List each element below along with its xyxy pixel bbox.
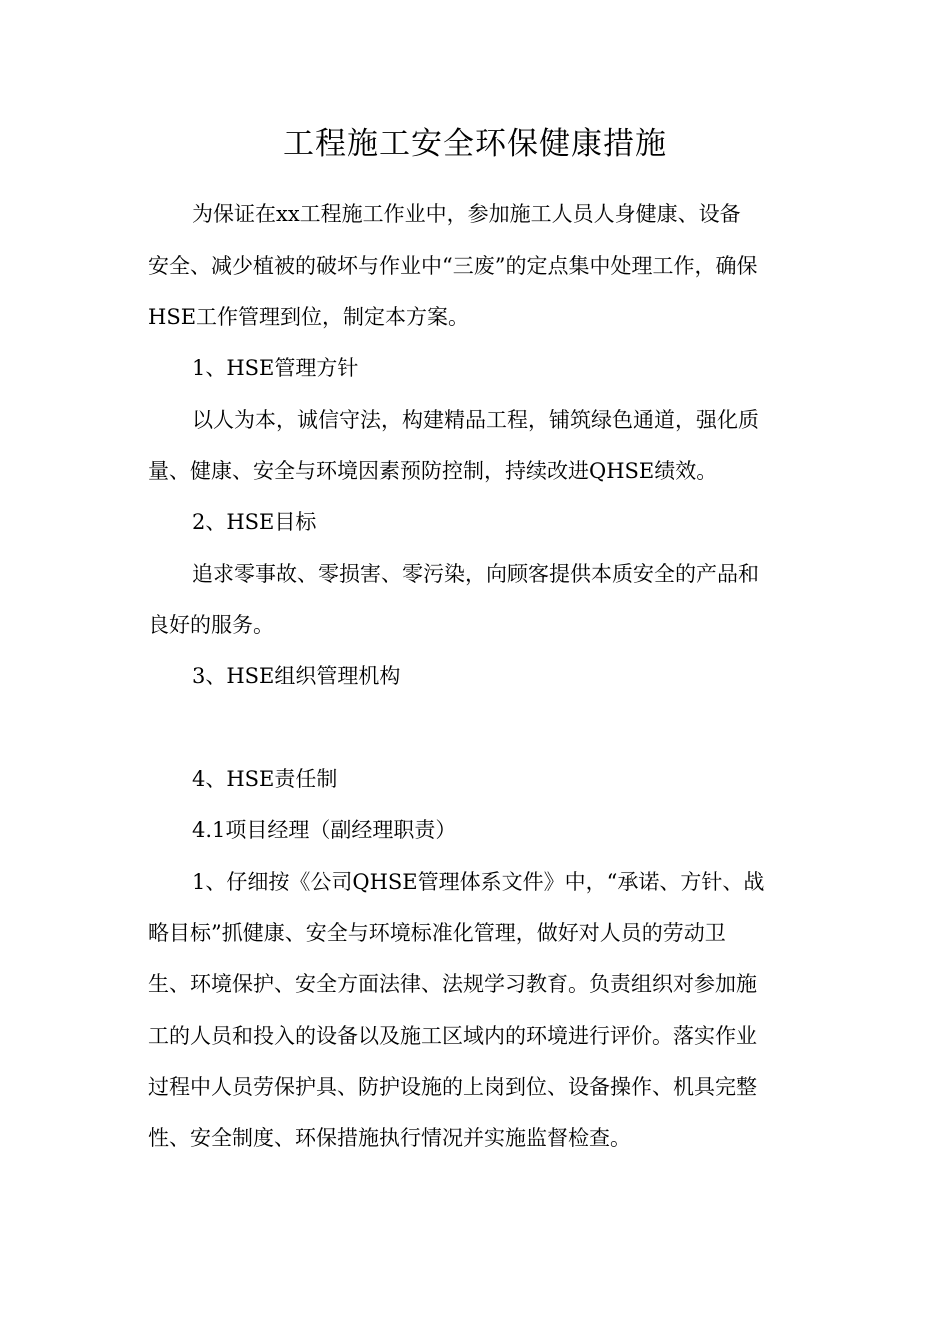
- section-heading-4: 4、HSE责任制: [192, 767, 338, 791]
- duty-line-4: 工的人员和投入的设备以及施工区域内的环境进行评价。落实作业: [148, 1024, 757, 1048]
- intro-line-2: 安全、减少植被的破坏与作业中“三废”的定点集中处理工作，确保: [148, 254, 758, 278]
- goal-line-2: 良好的服务。: [148, 613, 274, 637]
- duty-line-2: 略目标”抓健康、安全与环境标准化管理，做好对人员的劳动卫: [148, 921, 726, 945]
- document-title: 工程施工安全环保健康措施: [283, 126, 667, 162]
- goal-line-1: 追求零事故、零损害、零污染，向顾客提供本质安全的产品和: [192, 562, 759, 586]
- section-heading-2: 2、HSE目标: [192, 510, 317, 534]
- intro-line-1: 为保证在xx工程施工作业中，参加施工人员人身健康、设备: [192, 202, 741, 226]
- section-heading-1: 1、HSE管理方针: [192, 356, 359, 380]
- section-heading-3: 3、HSE组织管理机构: [192, 664, 401, 688]
- policy-line-2: 量、健康、安全与环境因素预防控制，持续改进QHSE绩效。: [148, 459, 718, 483]
- policy-line-1: 以人为本，诚信守法，构建精品工程，铺筑绿色通道，强化质: [192, 408, 759, 432]
- duty-line-1: 1、仔细按《公司QHSE管理体系文件》中，“承诺、方针、战: [192, 870, 765, 894]
- subsection-heading-4-1: 4.1项目经理（副经理职责）: [192, 818, 457, 842]
- duty-line-3: 生、环境保护、安全方面法律、法规学习教育。负责组织对参加施: [148, 972, 757, 996]
- duty-line-6: 性、安全制度、环保措施执行情况并实施监督检查。: [148, 1126, 631, 1150]
- duty-line-5: 过程中人员劳保护具、防护设施的上岗到位、设备操作、机具完整: [148, 1075, 757, 1099]
- intro-line-3: HSE工作管理到位，制定本方案。: [148, 305, 470, 329]
